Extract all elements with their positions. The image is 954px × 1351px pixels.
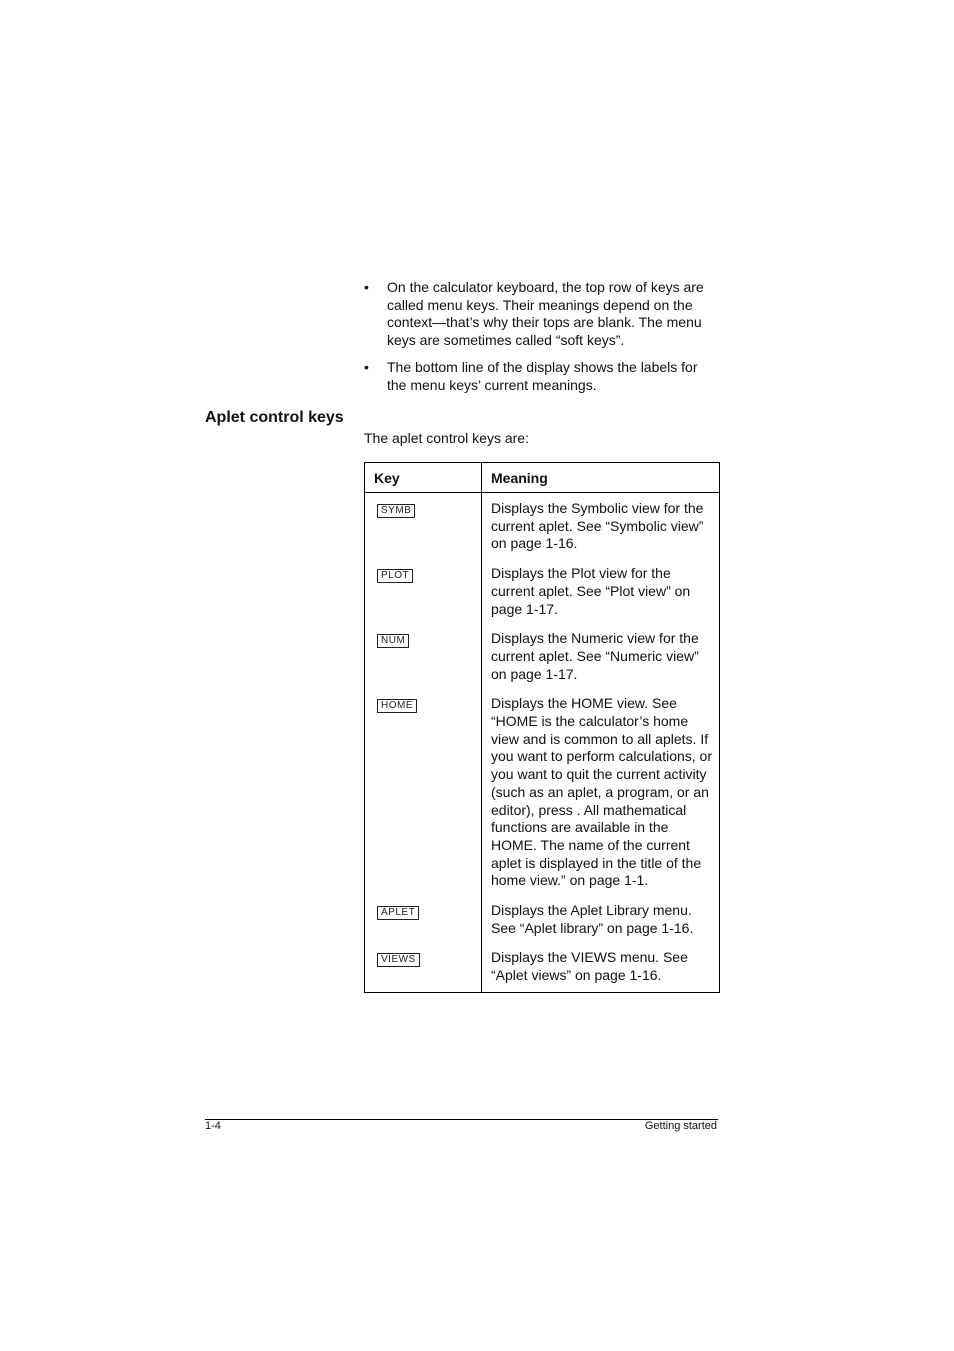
meaning-cell: Displays the HOME view. See “HOME is the calculator’s home view and is common to all aplets. If you want to perform calculations, or you want to quit the current activity (such as an aplet, a program, or an editor), press . All mathematical functions are available in the HOME. The name of the current aplet is displayed in the title of the home view.” on page 1-1. <box>482 683 720 890</box>
key-cell <box>365 553 482 618</box>
meaning-cell: Displays the Symbolic view for the current aplet. See “Symbolic view” on page 1-16. <box>482 493 720 554</box>
meaning-cell: Displays the Plot view for the current aplet. See “Plot view” on page 1-17. <box>482 553 720 618</box>
bullet-dot: • <box>364 358 369 375</box>
aplet-key-icon: APLET <box>377 906 419 920</box>
meaning-cell: Displays the Numeric view for the current aplet. See “Numeric view” on page 1-17. <box>482 618 720 683</box>
bullet-item <box>364 359 720 394</box>
table-header-row <box>365 463 720 493</box>
page-number: 1-4 <box>205 1120 221 1132</box>
key-cell <box>365 493 482 554</box>
table-row <box>365 683 720 890</box>
column-header-meaning: Meaning <box>482 463 720 493</box>
table-row <box>365 937 720 992</box>
bullet-item <box>364 279 720 350</box>
bullet-text: On the calculator keyboard, the top row of keys are called menu keys. Their meanings depend on the context—that’s why their tops are blank. The menu keys are sometimes called “soft keys”. <box>387 279 704 349</box>
plot-key-icon: PLOT <box>377 569 413 583</box>
meaning-cell: Displays the Aplet Library menu. See “Aplet library” on page 1-16. <box>482 890 720 937</box>
num-key-icon: NUM <box>377 634 409 648</box>
key-cell <box>365 618 482 683</box>
table-row <box>365 553 720 618</box>
views-key-icon: VIEWS <box>377 953 420 967</box>
table-row <box>365 618 720 683</box>
table-row <box>365 493 720 554</box>
chapter-title: Getting started <box>644 1120 717 1132</box>
table-row <box>365 890 720 937</box>
key-cell <box>365 683 482 890</box>
aplet-keys-table <box>364 462 720 993</box>
key-cell <box>365 890 482 937</box>
bullet-text: The bottom line of the display shows the labels for the menu keys’ current meanings. <box>387 358 698 393</box>
column-header-key: Key <box>365 463 482 493</box>
section-intro: The aplet control keys are: <box>364 430 529 446</box>
symb-key-icon: SYMB <box>377 504 415 518</box>
key-cell <box>365 937 482 992</box>
bullet-list <box>364 279 720 403</box>
meaning-cell: Displays the VIEWS menu. See “Aplet views” on page 1-16. <box>482 937 720 992</box>
home-key-icon: HOME <box>377 699 417 713</box>
section-heading: Aplet control keys <box>205 409 344 426</box>
bullet-dot: • <box>364 279 369 295</box>
